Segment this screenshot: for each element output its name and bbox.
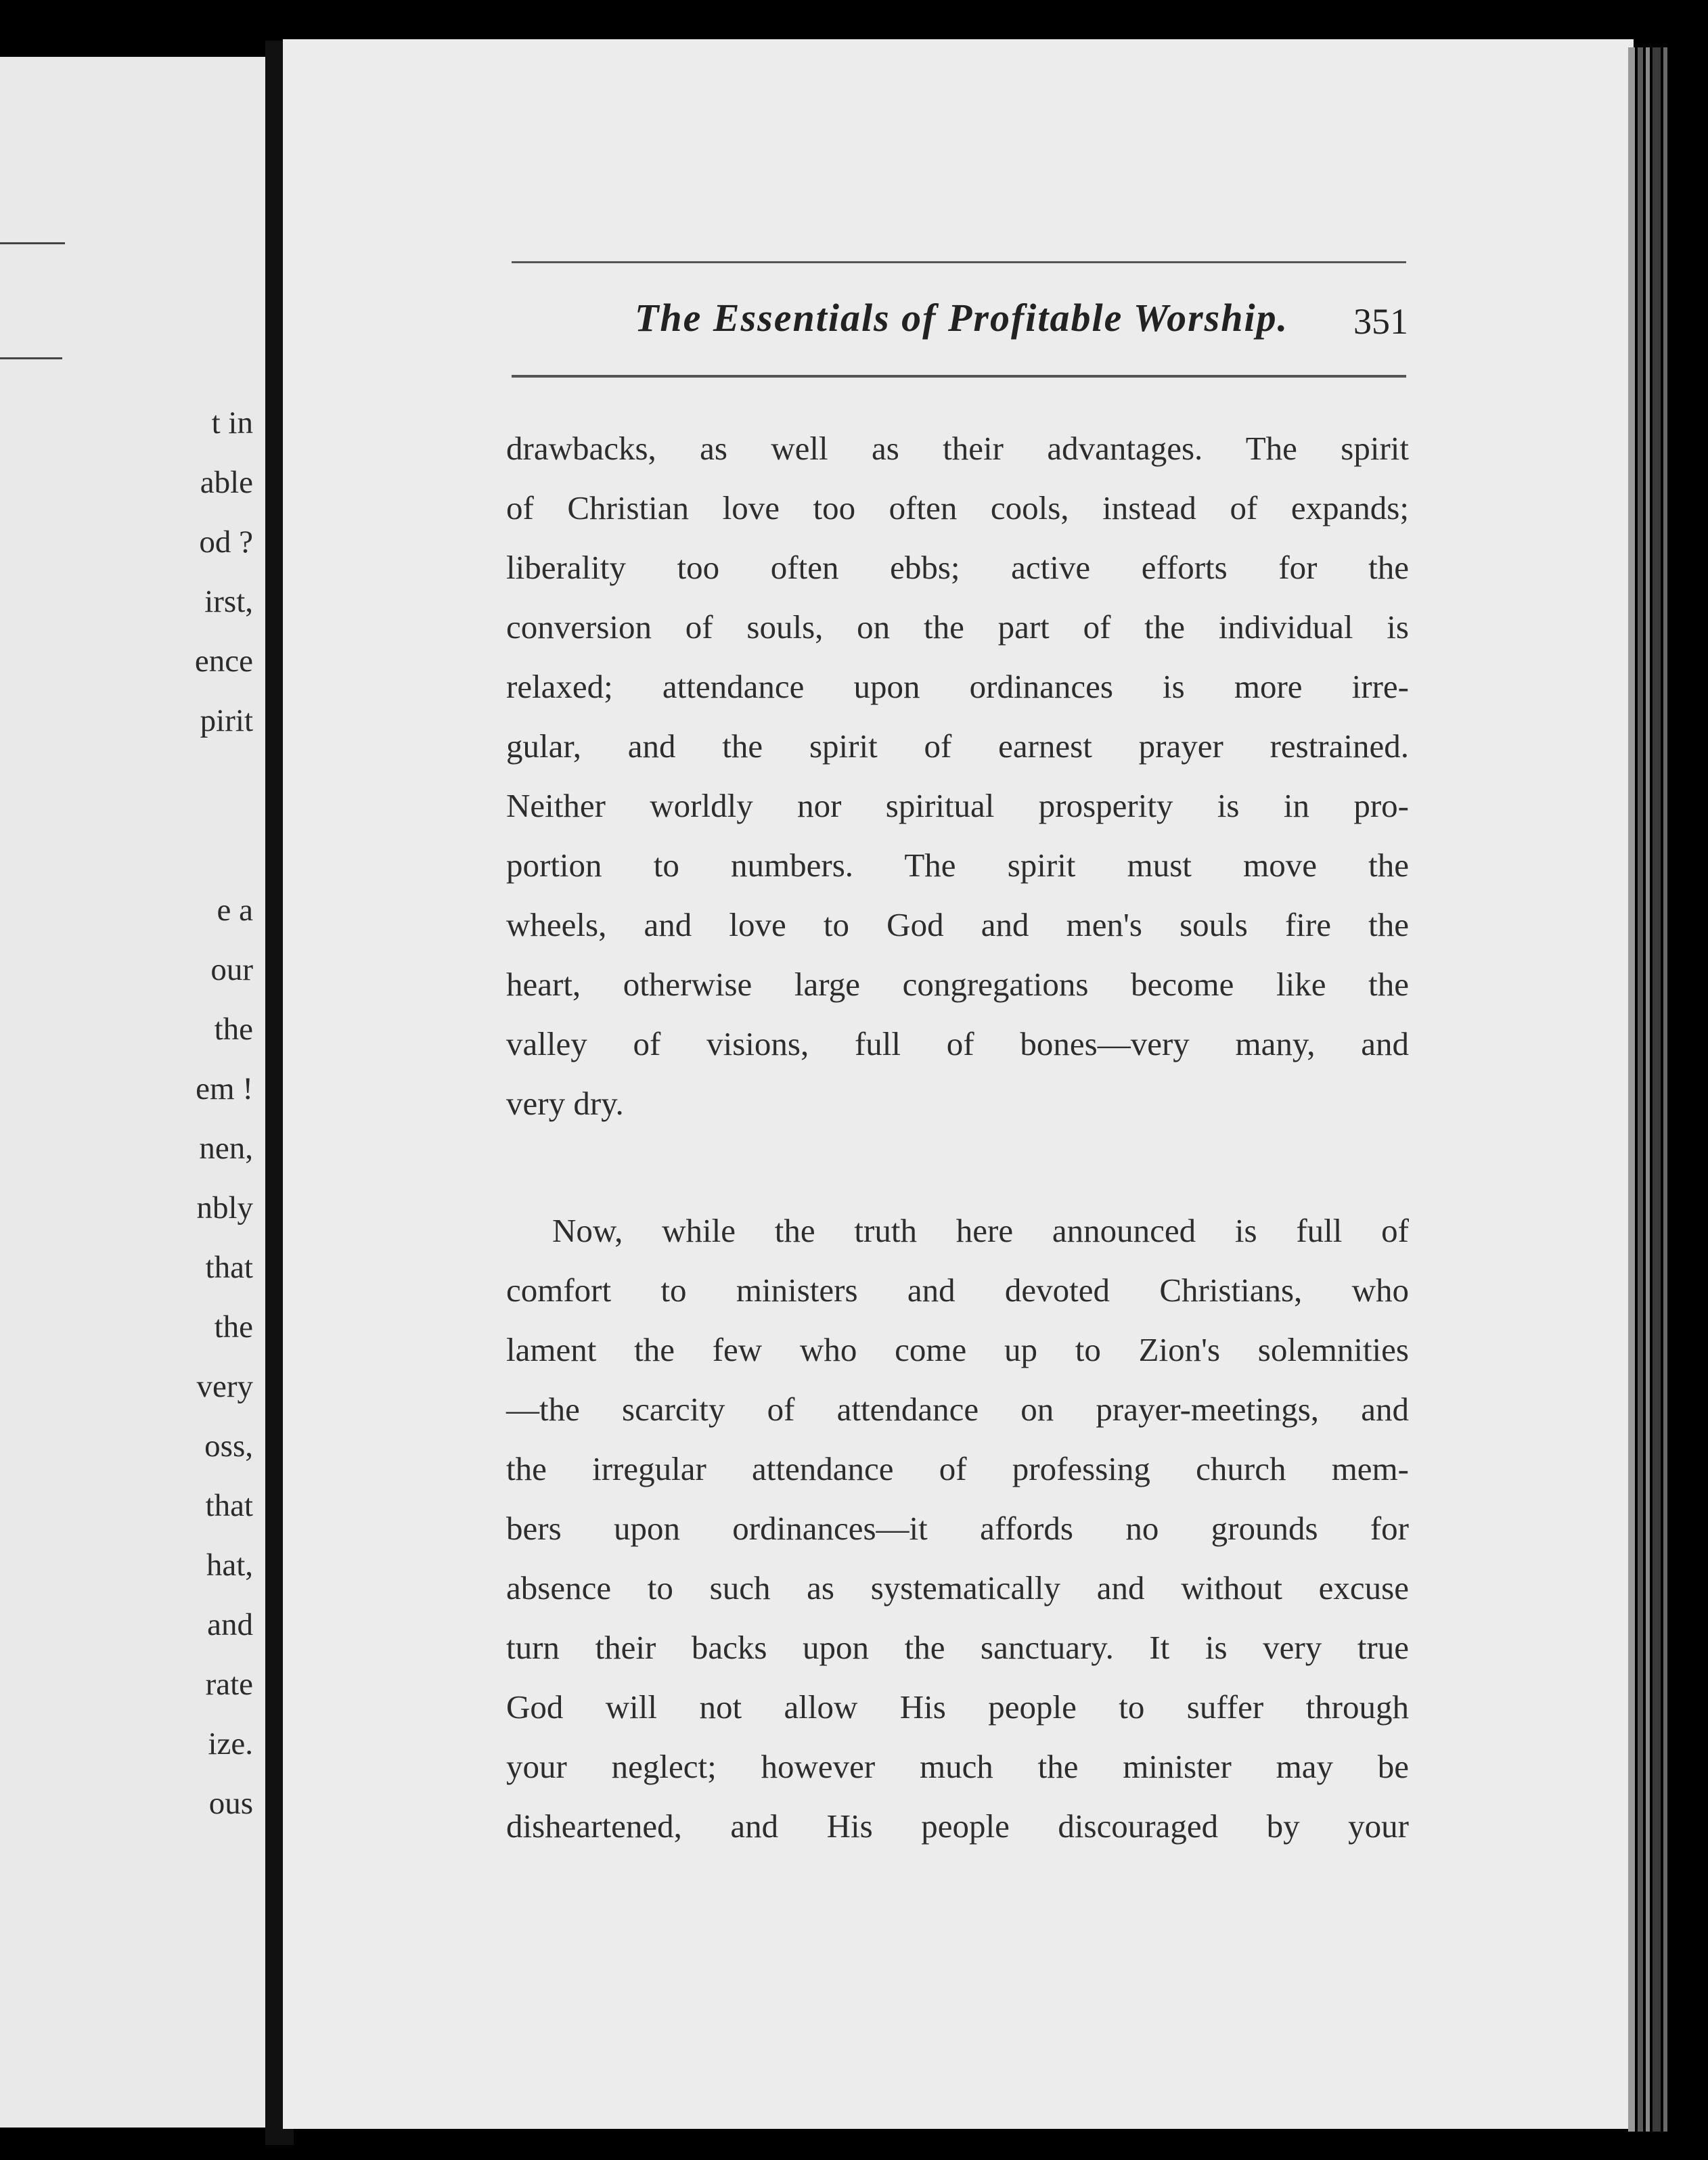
body-line: the irregular attendance of professing church mem- [506,1450,1409,1487]
left-text-fragment: od ? [199,524,253,560]
left-text-fragment: that [205,1488,253,1523]
body-line: of Christian love too often cools, instead of expands; [506,489,1409,526]
left-text-fragment: able [200,465,253,500]
body-line: liberality too often ebbs; active efforts for the [506,549,1409,586]
running-head [635,295,1634,356]
body-line: conversion of souls, on the part of the individual is [506,608,1409,646]
body-line: Neither worldly nor spiritual prosperity is in pro- [506,787,1409,824]
body-line: gular, and the spirit of earnest prayer restrained. [506,727,1409,765]
right-page [283,39,1634,2129]
body-line: relaxed; attendance upon ordinances is more irre- [506,668,1409,705]
left-text-fragment: ous [208,1786,253,1821]
left-text-fragment: em ! [196,1071,253,1106]
left-page [0,57,265,2128]
left-text-fragment: ize. [208,1726,253,1761]
body-line: heart, otherwise large congregations become like the [506,966,1409,1003]
body-line: very dry. [506,1085,624,1122]
page-edge-strip [1646,47,1650,2132]
page-edge-strip [1653,47,1661,2132]
left-text-fragment: hat, [206,1548,253,1583]
header-rule-top [512,261,1406,263]
left-text-fragment: e a [217,893,253,928]
page-edge-strip [1628,47,1635,2132]
header-rule-bottom [512,375,1406,378]
left-text-fragment: irst, [204,584,253,619]
body-line: —the scarcity of attendance on prayer-meetings, and [506,1391,1409,1428]
left-text-fragment: the [214,1012,253,1047]
body-line: God will not allow His people to suffer through [506,1688,1409,1726]
body-line: portion to numbers. The spirit must move the [506,847,1409,884]
left-rule-top [0,242,65,244]
left-text-fragment: very [196,1369,253,1404]
left-text-fragment: t in [211,405,253,441]
left-text-fragment: nbly [196,1190,253,1225]
body-line: your neglect; however much the minister may be [506,1748,1409,1785]
body-line: wheels, and love to God and men's souls fire the [506,906,1409,943]
body-line: drawbacks, as well as their advantages. The spirit [506,430,1409,467]
left-text-fragment: pirit [200,703,253,738]
left-text-fragment: rate [205,1667,253,1702]
body-line: Now, while the truth here announced is full of [552,1212,1409,1249]
left-rule-bottom [0,357,62,359]
body-line: absence to such as systematically and without excuse [506,1569,1409,1606]
left-text-fragment: oss, [204,1428,253,1464]
page-edge-strip [1663,47,1667,2132]
left-text-fragment: ence [194,644,253,679]
body-line: valley of visions, full of bones—very many, and [506,1025,1409,1062]
body-line: disheartened, and His people discouraged by your [506,1807,1409,1845]
left-text-fragment: our [210,952,253,987]
left-text-fragment: and [207,1607,253,1642]
body-line: bers upon ordinances—it affords no grounds for [506,1510,1409,1547]
left-text-fragment: the [214,1309,253,1345]
body-line: turn their backs upon the sanctuary. It is very true [506,1629,1409,1666]
running-title: The Essentials of Profitable Worship. [635,296,1289,340]
body-line: lament the few who come up to Zion's solemnities [506,1331,1409,1368]
page-number: 351 [1353,301,1408,342]
body-line: comfort to ministers and devoted Christians, who [506,1272,1409,1309]
left-text-fragment: that [205,1250,253,1285]
left-text-fragment: nen, [199,1131,253,1166]
page-edge-strip [1638,47,1643,2132]
